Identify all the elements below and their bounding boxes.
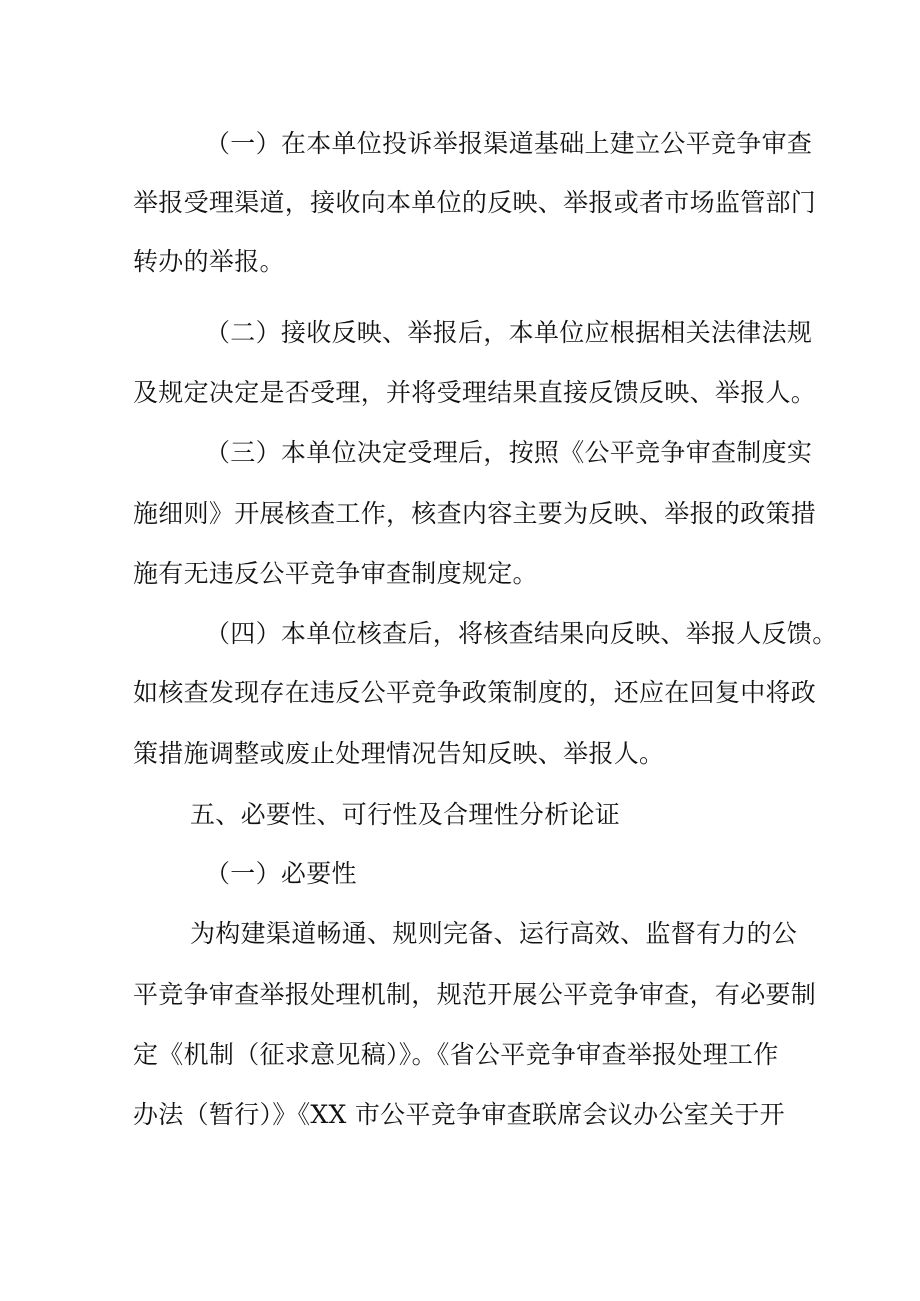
paragraph-line: 如核查发现存在违反公平竞争政策制度的，还应在回复中将政 bbox=[133, 678, 817, 707]
paragraph-line: 转办的举报。 bbox=[133, 247, 285, 276]
paragraph-line: 施有无违反公平竞争审查制度规定。 bbox=[133, 559, 538, 588]
subsection-heading: （一）必要性 bbox=[205, 859, 357, 888]
paragraph-line: 及规定决定是否受理，并将受理结果直接反馈反映、举报人。 bbox=[133, 378, 817, 407]
paragraph-line: 施细则》开展核查工作，核查内容主要为反映、举报的政策措 bbox=[133, 499, 817, 528]
paragraph-line: 定《机制（征求意见稿）》。《省公平竞争审查举报处理工作 bbox=[133, 1040, 779, 1069]
paragraph-line: （一）在本单位投诉举报渠道基础上建立公平竞争审查 bbox=[205, 129, 813, 158]
section-heading: 五、必要性、可行性及合理性分析论证 bbox=[190, 800, 621, 829]
paragraph-line: 策措施调整或废止处理情况告知反映、举报人。 bbox=[133, 739, 665, 768]
paragraph-line: 举报受理渠道，接收向本单位的反映、举报或者市场监管部门 bbox=[133, 188, 817, 217]
paragraph-line: 平竞争审查举报处理机制，规范开展公平竞争审查，有必要制 bbox=[133, 980, 817, 1009]
paragraph-line: 办法（暂行）》《XX 市公平竞争审查联席会议办公室关于开 bbox=[133, 1100, 785, 1129]
paragraph-line: 为构建渠道畅通、规则完备、运行高效、监督有力的公 bbox=[190, 919, 798, 948]
paragraph-line: （三）本单位决定受理后，按照《公平竞争审查制度实 bbox=[205, 438, 813, 467]
paragraph-line: （二）接收反映、举报后，本单位应根据相关法律法规 bbox=[205, 318, 813, 347]
paragraph-line: （四）本单位核查后，将核查结果向反映、举报人反馈。 bbox=[205, 619, 838, 648]
